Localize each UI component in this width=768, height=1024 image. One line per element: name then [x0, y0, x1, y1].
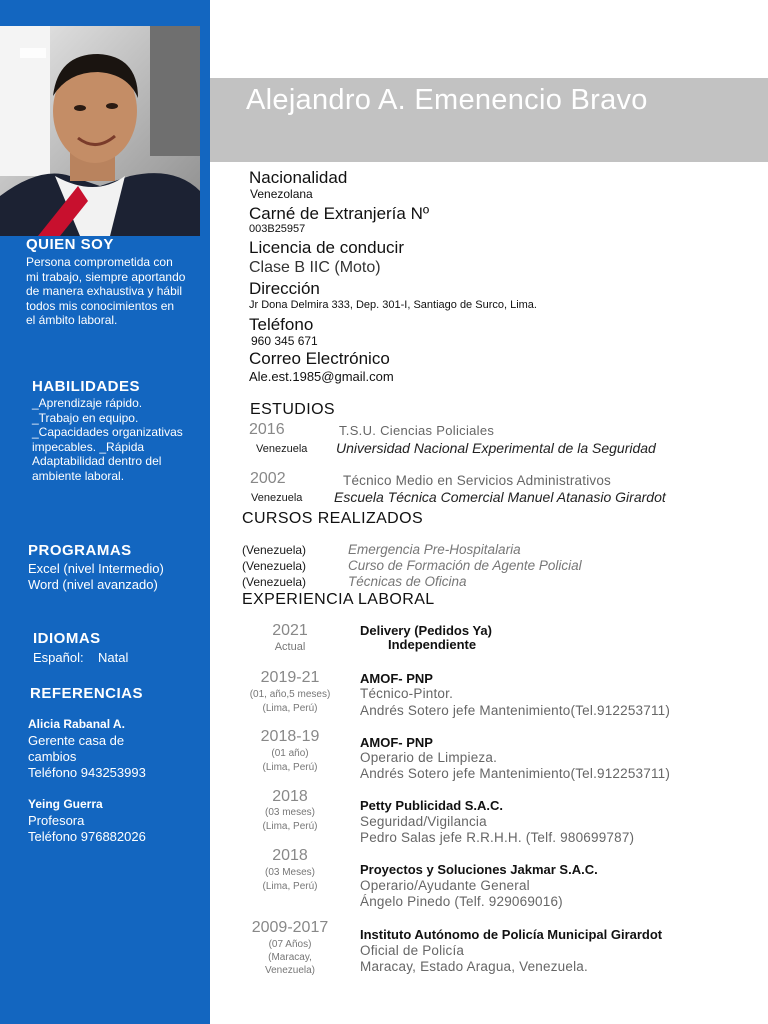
- estudios-heading: ESTUDIOS: [250, 401, 335, 418]
- course-country: (Venezuela): [242, 575, 307, 589]
- idiomas-heading: IDIOMAS: [33, 630, 101, 647]
- referencias-heading: REFERENCIAS: [30, 685, 144, 702]
- reference-line: Teléfono 976882026: [28, 829, 146, 844]
- licencia-value: Clase B IIC (Moto): [249, 259, 381, 276]
- experience-detail: (01, año,5 meses): [249, 689, 331, 700]
- carne-label: Carné de Extranjería Nº: [249, 204, 430, 223]
- experience-detail: (Lima, Perú): [262, 762, 318, 773]
- experience-detail: Actual: [274, 641, 306, 653]
- direccion-value: Jr Dona Delmira 333, Dep. 301-I, Santiago de Surco, Lima.: [249, 299, 537, 311]
- experience-line: Maracay, Estado Aragua, Venezuela.: [360, 959, 588, 974]
- experience-detail: (01 año): [271, 748, 309, 759]
- reference-name: Alicia Rabanal A.: [28, 717, 125, 731]
- experience-detail: (Lima, Perú): [262, 881, 318, 892]
- study-year: 2002: [250, 470, 286, 487]
- candidate-name: Alejandro A. Emenencio Bravo: [246, 84, 648, 116]
- study-degree: T.S.U. Ciencias Policiales: [339, 423, 495, 438]
- reference-line: cambios: [28, 749, 77, 764]
- experience-title: Proyectos y Soluciones Jakmar S.A.C.: [360, 862, 598, 877]
- experiencia-heading: EXPERIENCIA LABORAL: [242, 591, 435, 608]
- experience-detail: (03 Meses): [264, 867, 315, 878]
- experience-line: Andrés Sotero jefe Mantenimiento(Tel.912253711): [360, 766, 671, 781]
- licencia-label: Licencia de conducir: [249, 238, 404, 257]
- reference-line: Gerente casa de: [28, 733, 125, 748]
- study-year: 2016: [249, 421, 285, 438]
- experience-year: 2018: [272, 788, 308, 805]
- telefono-value: 960 345 671: [251, 334, 318, 348]
- experience-line: Oficial de Policía: [360, 943, 465, 958]
- experience-year: 2018-19: [260, 728, 320, 745]
- carne-value: 003B25957: [249, 223, 306, 235]
- experience-line: Técnico-Pintor.: [360, 686, 454, 701]
- habilidades-text: _Aprendizaje rápido. _Trabajo en equipo. _Capacidades organizativas impecables. _Rápida Adaptabilidad dentro del ambiente laboral.: [32, 396, 183, 483]
- study-school: Universidad Nacional Experimental de la Seguridad: [336, 440, 656, 456]
- study-country: Venezuela: [251, 492, 303, 504]
- experience-title: AMOF- PNP: [360, 671, 433, 686]
- experience-line: Operario de Limpieza.: [360, 750, 498, 765]
- experience-line: Ángelo Pinedo (Telf. 929069016): [360, 894, 563, 909]
- course-country: (Venezuela): [242, 559, 307, 573]
- reference-name: Yeing Guerra: [28, 797, 103, 811]
- experience-line: Pedro Salas jefe R.R.H.H. (Telf. 980699787): [360, 830, 635, 845]
- quien-soy-text: Persona comprometida con mi trabajo, siempre aportando de manera exhaustiva y hábil todos mis conocimientos en el ámbito laboral.: [26, 255, 186, 328]
- course-name: Técnicas de Oficina: [348, 574, 467, 589]
- experience-year: 2021: [272, 622, 308, 639]
- experience-title: AMOF- PNP: [360, 735, 433, 750]
- experience-year: 2018: [272, 847, 308, 864]
- experience-year: 2019-21: [260, 669, 320, 686]
- profile-photo: [0, 26, 200, 236]
- course-name: Curso de Formación de Agente Policial: [348, 558, 582, 573]
- experience-detail: (Maracay,: [268, 952, 312, 963]
- nacionalidad-value: Venezolana: [250, 187, 313, 201]
- experience-title: Instituto Autónomo de Policía Municipal Girardot: [360, 927, 663, 942]
- experience-detail: (07 Años): [268, 939, 312, 950]
- experience-year: 2009-2017: [251, 919, 329, 936]
- profile-photo-illustration: [0, 26, 200, 236]
- cursos-heading: CURSOS REALIZADOS: [242, 510, 424, 527]
- experience-detail: (Lima, Perú): [262, 821, 318, 832]
- reference-line: Teléfono 943253993: [28, 765, 146, 780]
- experience-title: Petty Publicidad S.A.C.: [360, 798, 504, 813]
- experience-line: Seguridad/Vigilancia: [360, 814, 487, 829]
- study-country: Venezuela: [256, 443, 308, 455]
- study-school: Escuela Técnica Comercial Manuel Atanasio Girardot: [334, 489, 666, 505]
- experience-title: Independiente: [388, 637, 477, 652]
- quien-soy-heading: QUIEN SOY: [26, 236, 114, 253]
- reference-line: Profesora: [28, 813, 85, 828]
- correo-value: Ale.est.1985@gmail.com: [249, 369, 394, 384]
- direccion-label: Dirección: [249, 279, 320, 298]
- experience-line: Andrés Sotero jefe Mantenimiento(Tel.912253711): [360, 703, 671, 718]
- experience-detail: Venezuela): [264, 965, 316, 976]
- correo-label: Correo Electrónico: [249, 349, 390, 368]
- study-degree: Técnico Medio en Servicios Administrativos: [343, 473, 612, 488]
- habilidades-heading: HABILIDADES: [32, 378, 141, 395]
- course-name: Emergencia Pre-Hospitalaria: [348, 542, 521, 557]
- programas-heading: PROGRAMAS: [28, 542, 132, 559]
- telefono-label: Teléfono: [249, 315, 314, 334]
- programa-item: Word (nivel avanzado): [28, 577, 158, 592]
- experience-detail: (Lima, Perú): [262, 703, 318, 714]
- course-country: (Venezuela): [242, 543, 307, 557]
- experience-line: Operario/Ayudante General: [360, 878, 530, 893]
- programa-item: Excel (nivel Intermedio): [28, 561, 164, 576]
- experience-title: Delivery (Pedidos Ya): [360, 623, 492, 638]
- experience-detail: (03 meses): [264, 807, 315, 818]
- nacionalidad-label: Nacionalidad: [249, 168, 348, 187]
- idioma-item: Español: Natal: [33, 650, 129, 665]
